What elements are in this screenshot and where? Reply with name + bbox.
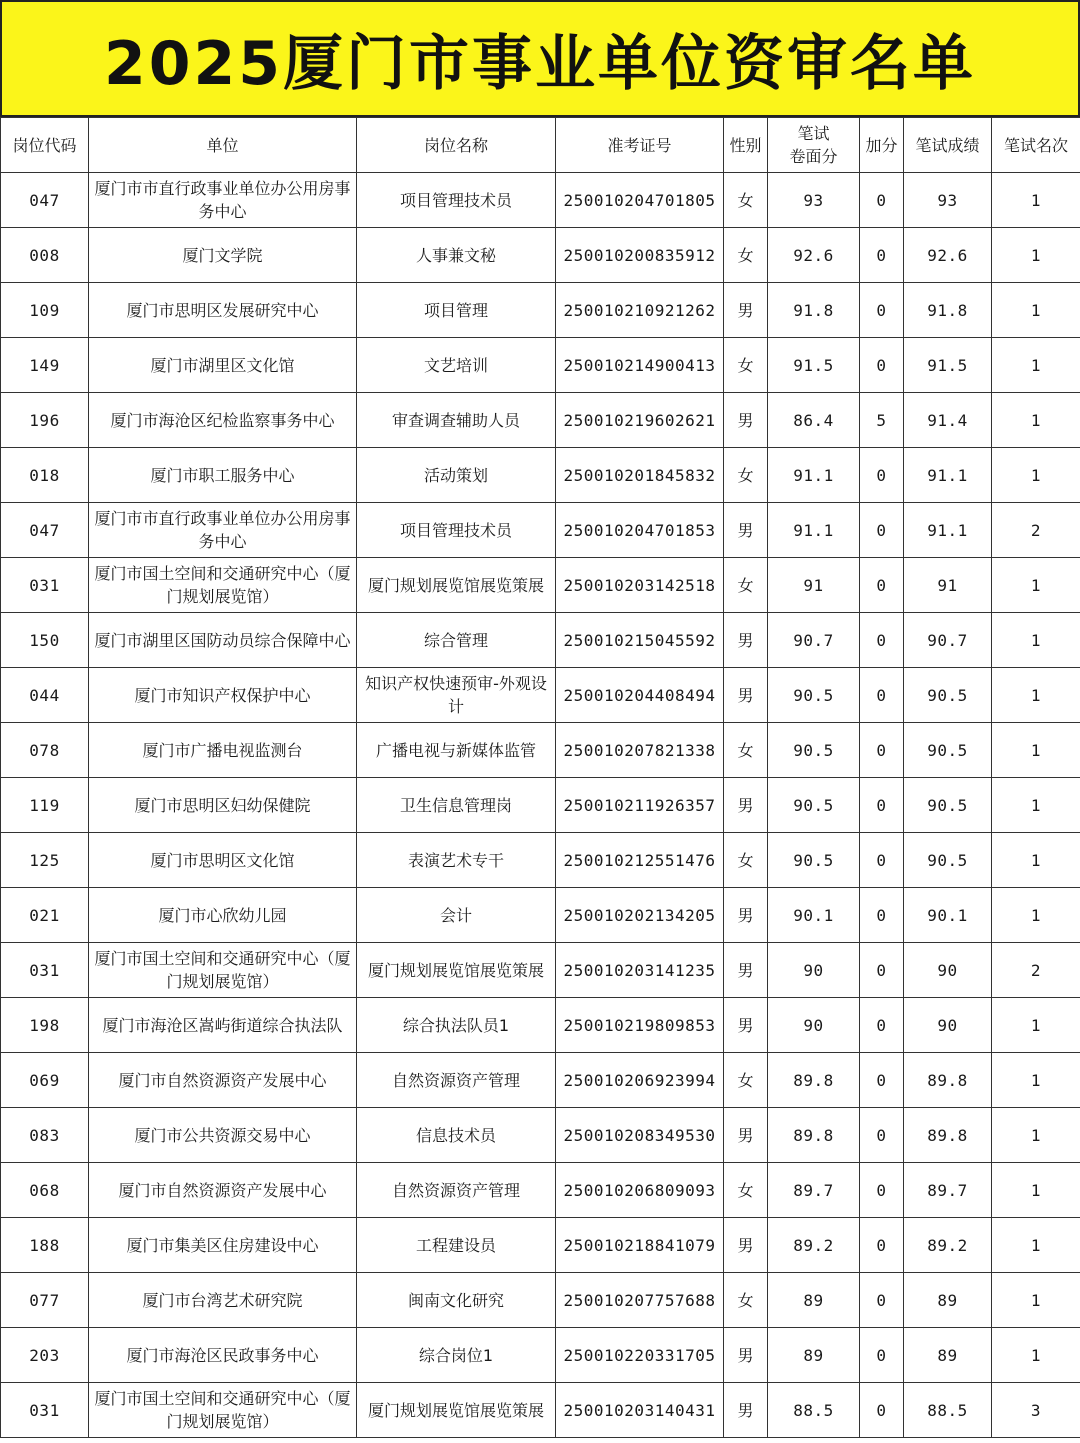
- post-name-cell: 活动策划: [357, 448, 556, 503]
- gender-cell: 女: [724, 448, 768, 503]
- ticket-number-cell: 250010204408494: [556, 668, 724, 723]
- paper-score-cell: 92.6: [768, 228, 860, 283]
- bonus-cell: 0: [860, 1163, 904, 1218]
- paper-score-cell: 90.5: [768, 778, 860, 833]
- unit-cell: 厦门市心欣幼儿园: [89, 888, 357, 943]
- gender-cell: 男: [724, 613, 768, 668]
- written-rank-cell: 1: [992, 1273, 1080, 1328]
- ticket-number-cell: 250010204701853: [556, 503, 724, 558]
- paper-score-cell: 91: [768, 558, 860, 613]
- written-rank-cell: 1: [992, 723, 1080, 778]
- paper-score-cell: 89.8: [768, 1053, 860, 1108]
- paper-score-cell: 91.1: [768, 503, 860, 558]
- table-row: [1, 448, 1080, 503]
- post-code-cell: 077: [1, 1273, 89, 1328]
- table-row: [1, 393, 1080, 448]
- written-score-cell: 90.5: [904, 723, 992, 778]
- header-gender: 性别: [724, 118, 768, 173]
- unit-cell: 厦门市自然资源资产发展中心: [89, 1053, 357, 1108]
- paper-score-cell: 93: [768, 173, 860, 228]
- bonus-cell: 0: [860, 338, 904, 393]
- post-name-cell: 信息技术员: [357, 1108, 556, 1163]
- table-row: [1, 668, 1080, 723]
- unit-cell: 厦门市湖里区国防动员综合保障中心: [89, 613, 357, 668]
- bonus-cell: 0: [860, 228, 904, 283]
- written-score-cell: 91: [904, 558, 992, 613]
- ticket-number-cell: 250010203142518: [556, 558, 724, 613]
- bonus-cell: 0: [860, 1218, 904, 1273]
- gender-cell: 女: [724, 173, 768, 228]
- unit-cell: 厦门市海沧区民政事务中心: [89, 1328, 357, 1383]
- unit-cell: 厦门市思明区文化馆: [89, 833, 357, 888]
- table-row: [1, 778, 1080, 833]
- table-row: [1, 228, 1080, 283]
- table-row: [1, 833, 1080, 888]
- paper-score-cell: 89: [768, 1328, 860, 1383]
- post-name-cell: 会计: [357, 888, 556, 943]
- ticket-number-cell: 250010201845832: [556, 448, 724, 503]
- post-code-cell: 188: [1, 1218, 89, 1273]
- post-name-cell: 人事兼文秘: [357, 228, 556, 283]
- unit-cell: 厦门市广播电视监测台: [89, 723, 357, 778]
- written-rank-cell: 1: [992, 1218, 1080, 1273]
- written-rank-cell: 1: [992, 888, 1080, 943]
- paper-score-cell: 90.5: [768, 723, 860, 778]
- written-score-cell: 89.8: [904, 1053, 992, 1108]
- unit-cell: 厦门市思明区发展研究中心: [89, 283, 357, 338]
- table-row: [1, 888, 1080, 943]
- unit-cell: 厦门市国土空间和交通研究中心（厦门规划展览馆）: [89, 558, 357, 613]
- written-score-cell: 90.7: [904, 613, 992, 668]
- ticket-number-cell: 250010212551476: [556, 833, 724, 888]
- unit-cell: 厦门市湖里区文化馆: [89, 338, 357, 393]
- post-code-cell: 149: [1, 338, 89, 393]
- unit-cell: 厦门市市直行政事业单位办公用房事务中心: [89, 173, 357, 228]
- post-code-cell: 119: [1, 778, 89, 833]
- post-code-cell: 021: [1, 888, 89, 943]
- header-unit: 单位: [89, 118, 357, 173]
- written-score-cell: 90: [904, 943, 992, 998]
- post-name-cell: 项目管理技术员: [357, 173, 556, 228]
- written-score-cell: 91.5: [904, 338, 992, 393]
- post-code-cell: 008: [1, 228, 89, 283]
- written-rank-cell: 1: [992, 558, 1080, 613]
- header-post-code: 岗位代码: [1, 118, 89, 173]
- unit-cell: 厦门文学院: [89, 228, 357, 283]
- bonus-cell: 0: [860, 943, 904, 998]
- unit-cell: 厦门市集美区住房建设中心: [89, 1218, 357, 1273]
- bonus-cell: 0: [860, 1383, 904, 1438]
- ticket-number-cell: 250010211926357: [556, 778, 724, 833]
- post-code-cell: 125: [1, 833, 89, 888]
- post-name-cell: 综合执法队员1: [357, 998, 556, 1053]
- written-rank-cell: 1: [992, 448, 1080, 503]
- ticket-number-cell: 250010206809093: [556, 1163, 724, 1218]
- results-table: [0, 117, 1080, 1438]
- ticket-number-cell: 250010207821338: [556, 723, 724, 778]
- written-rank-cell: 1: [992, 778, 1080, 833]
- ticket-number-cell: 250010206923994: [556, 1053, 724, 1108]
- post-name-cell: 文艺培训: [357, 338, 556, 393]
- written-rank-cell: 1: [992, 1163, 1080, 1218]
- written-score-cell: 90: [904, 998, 992, 1053]
- written-score-cell: 89: [904, 1328, 992, 1383]
- table-row: [1, 1273, 1080, 1328]
- gender-cell: 女: [724, 723, 768, 778]
- gender-cell: 男: [724, 1383, 768, 1438]
- written-score-cell: 92.6: [904, 228, 992, 283]
- paper-score-cell: 89: [768, 1273, 860, 1328]
- post-name-cell: 知识产权快速预审-外观设计: [357, 668, 556, 723]
- unit-cell: 厦门市台湾艺术研究院: [89, 1273, 357, 1328]
- gender-cell: 男: [724, 778, 768, 833]
- table-row: [1, 338, 1080, 393]
- bonus-cell: 0: [860, 1273, 904, 1328]
- written-rank-cell: 1: [992, 613, 1080, 668]
- bonus-cell: 0: [860, 668, 904, 723]
- written-rank-cell: 1: [992, 173, 1080, 228]
- written-score-cell: 91.4: [904, 393, 992, 448]
- header-paper-score: 笔试 卷面分: [768, 118, 860, 173]
- gender-cell: 男: [724, 393, 768, 448]
- paper-score-cell: 90: [768, 943, 860, 998]
- post-code-cell: 031: [1, 1383, 89, 1438]
- ticket-number-cell: 250010204701805: [556, 173, 724, 228]
- post-code-cell: 198: [1, 998, 89, 1053]
- unit-cell: 厦门市市直行政事业单位办公用房事务中心: [89, 503, 357, 558]
- paper-score-cell: 88.5: [768, 1383, 860, 1438]
- written-rank-cell: 1: [992, 668, 1080, 723]
- bonus-cell: 0: [860, 503, 904, 558]
- post-name-cell: 项目管理技术员: [357, 503, 556, 558]
- post-name-cell: 工程建设员: [357, 1218, 556, 1273]
- header-bonus: 加分: [860, 118, 904, 173]
- gender-cell: 男: [724, 503, 768, 558]
- ticket-number-cell: 250010210921262: [556, 283, 724, 338]
- bonus-cell: 0: [860, 613, 904, 668]
- paper-score-cell: 90.7: [768, 613, 860, 668]
- paper-score-cell: 90: [768, 998, 860, 1053]
- written-score-cell: 90.1: [904, 888, 992, 943]
- gender-cell: 女: [724, 228, 768, 283]
- paper-score-cell: 89.8: [768, 1108, 860, 1163]
- header-row: [1, 118, 1080, 173]
- gender-cell: 男: [724, 998, 768, 1053]
- written-rank-cell: 1: [992, 283, 1080, 338]
- post-code-cell: 203: [1, 1328, 89, 1383]
- written-score-cell: 91.1: [904, 448, 992, 503]
- written-score-cell: 93: [904, 173, 992, 228]
- gender-cell: 男: [724, 1108, 768, 1163]
- written-rank-cell: 1: [992, 1053, 1080, 1108]
- bonus-cell: 0: [860, 1108, 904, 1163]
- post-name-cell: 项目管理: [357, 283, 556, 338]
- bonus-cell: 0: [860, 283, 904, 338]
- ticket-number-cell: 250010207757688: [556, 1273, 724, 1328]
- bonus-cell: 0: [860, 173, 904, 228]
- paper-score-cell: 90.1: [768, 888, 860, 943]
- written-rank-cell: 1: [992, 1328, 1080, 1383]
- unit-cell: 厦门市海沧区嵩屿街道综合执法队: [89, 998, 357, 1053]
- written-rank-cell: 1: [992, 228, 1080, 283]
- written-rank-cell: 1: [992, 393, 1080, 448]
- paper-score-cell: 91.5: [768, 338, 860, 393]
- table-row: [1, 1383, 1080, 1438]
- written-rank-cell: 1: [992, 338, 1080, 393]
- written-rank-cell: 1: [992, 833, 1080, 888]
- table-row: [1, 558, 1080, 613]
- paper-score-cell: 86.4: [768, 393, 860, 448]
- post-name-cell: 综合岗位1: [357, 1328, 556, 1383]
- ticket-number-cell: 250010215045592: [556, 613, 724, 668]
- written-rank-cell: 1: [992, 1108, 1080, 1163]
- post-code-cell: 018: [1, 448, 89, 503]
- ticket-number-cell: 250010219602621: [556, 393, 724, 448]
- bonus-cell: 0: [860, 778, 904, 833]
- paper-score-cell: 90.5: [768, 668, 860, 723]
- unit-cell: 厦门市国土空间和交通研究中心（厦门规划展览馆）: [89, 943, 357, 998]
- post-code-cell: 068: [1, 1163, 89, 1218]
- table-row: [1, 1108, 1080, 1163]
- bonus-cell: 0: [860, 1053, 904, 1108]
- gender-cell: 男: [724, 668, 768, 723]
- title-banner: [0, 0, 1080, 117]
- gender-cell: 女: [724, 558, 768, 613]
- post-name-cell: 自然资源资产管理: [357, 1053, 556, 1108]
- written-score-cell: 90.5: [904, 833, 992, 888]
- bonus-cell: 0: [860, 1328, 904, 1383]
- post-code-cell: 109: [1, 283, 89, 338]
- unit-cell: 厦门市职工服务中心: [89, 448, 357, 503]
- table-row: [1, 1053, 1080, 1108]
- post-code-cell: 196: [1, 393, 89, 448]
- table-row: [1, 1218, 1080, 1273]
- table-row: [1, 283, 1080, 338]
- post-code-cell: 047: [1, 173, 89, 228]
- ticket-number-cell: 250010203141235: [556, 943, 724, 998]
- header-written-score: 笔试成绩: [904, 118, 992, 173]
- written-rank-cell: 2: [992, 943, 1080, 998]
- table-row: [1, 173, 1080, 228]
- bonus-cell: 5: [860, 393, 904, 448]
- gender-cell: 男: [724, 1328, 768, 1383]
- ticket-number-cell: 250010218841079: [556, 1218, 724, 1273]
- ticket-number-cell: 250010214900413: [556, 338, 724, 393]
- post-code-cell: 069: [1, 1053, 89, 1108]
- post-code-cell: 150: [1, 613, 89, 668]
- bonus-cell: 0: [860, 888, 904, 943]
- table-row: [1, 1163, 1080, 1218]
- paper-score-cell: 89.7: [768, 1163, 860, 1218]
- gender-cell: 女: [724, 1053, 768, 1108]
- post-code-cell: 031: [1, 943, 89, 998]
- paper-score-cell: 91.8: [768, 283, 860, 338]
- written-score-cell: 90.5: [904, 668, 992, 723]
- unit-cell: 厦门市公共资源交易中心: [89, 1108, 357, 1163]
- post-name-cell: 自然资源资产管理: [357, 1163, 556, 1218]
- written-score-cell: 91.8: [904, 283, 992, 338]
- table-row: [1, 943, 1080, 998]
- post-code-cell: 044: [1, 668, 89, 723]
- written-score-cell: 89.2: [904, 1218, 992, 1273]
- post-name-cell: 厦门规划展览馆展览策展: [357, 943, 556, 998]
- table-row: [1, 503, 1080, 558]
- post-code-cell: 047: [1, 503, 89, 558]
- post-code-cell: 031: [1, 558, 89, 613]
- paper-score-cell: 89.2: [768, 1218, 860, 1273]
- ticket-number-cell: 250010203140431: [556, 1383, 724, 1438]
- gender-cell: 女: [724, 338, 768, 393]
- written-score-cell: 91.1: [904, 503, 992, 558]
- post-name-cell: 厦门规划展览馆展览策展: [357, 1383, 556, 1438]
- header-written-rank: 笔试名次: [992, 118, 1080, 173]
- post-name-cell: 审查调查辅助人员: [357, 393, 556, 448]
- post-name-cell: 综合管理: [357, 613, 556, 668]
- bonus-cell: 0: [860, 998, 904, 1053]
- written-score-cell: 89.7: [904, 1163, 992, 1218]
- written-rank-cell: 3: [992, 1383, 1080, 1438]
- table-row: [1, 998, 1080, 1053]
- paper-score-cell: 90.5: [768, 833, 860, 888]
- post-name-cell: 广播电视与新媒体监管: [357, 723, 556, 778]
- gender-cell: 男: [724, 1218, 768, 1273]
- written-score-cell: 88.5: [904, 1383, 992, 1438]
- gender-cell: 女: [724, 1163, 768, 1218]
- page-title: 2025厦门市事业单位资审名单: [104, 28, 976, 99]
- bonus-cell: 0: [860, 448, 904, 503]
- ticket-number-cell: 250010219809853: [556, 998, 724, 1053]
- unit-cell: 厦门市自然资源资产发展中心: [89, 1163, 357, 1218]
- table-row: [1, 1328, 1080, 1383]
- bonus-cell: 0: [860, 723, 904, 778]
- bonus-cell: 0: [860, 558, 904, 613]
- ticket-number-cell: 250010200835912: [556, 228, 724, 283]
- table-row: [1, 613, 1080, 668]
- header-ticket-number: 准考证号: [556, 118, 724, 173]
- unit-cell: 厦门市知识产权保护中心: [89, 668, 357, 723]
- gender-cell: 女: [724, 833, 768, 888]
- written-score-cell: 90.5: [904, 778, 992, 833]
- ticket-number-cell: 250010202134205: [556, 888, 724, 943]
- gender-cell: 女: [724, 1273, 768, 1328]
- written-score-cell: 89.8: [904, 1108, 992, 1163]
- written-rank-cell: 1: [992, 998, 1080, 1053]
- gender-cell: 男: [724, 888, 768, 943]
- ticket-number-cell: 250010220331705: [556, 1328, 724, 1383]
- post-name-cell: 厦门规划展览馆展览策展: [357, 558, 556, 613]
- gender-cell: 男: [724, 283, 768, 338]
- post-name-cell: 卫生信息管理岗: [357, 778, 556, 833]
- written-score-cell: 89: [904, 1273, 992, 1328]
- bonus-cell: 0: [860, 833, 904, 888]
- ticket-number-cell: 250010208349530: [556, 1108, 724, 1163]
- post-name-cell: 表演艺术专干: [357, 833, 556, 888]
- unit-cell: 厦门市思明区妇幼保健院: [89, 778, 357, 833]
- post-name-cell: 闽南文化研究: [357, 1273, 556, 1328]
- unit-cell: 厦门市国土空间和交通研究中心（厦门规划展览馆）: [89, 1383, 357, 1438]
- paper-score-cell: 91.1: [768, 448, 860, 503]
- post-code-cell: 078: [1, 723, 89, 778]
- post-code-cell: 083: [1, 1108, 89, 1163]
- header-post-name: 岗位名称: [357, 118, 556, 173]
- table-row: [1, 723, 1080, 778]
- written-rank-cell: 2: [992, 503, 1080, 558]
- unit-cell: 厦门市海沧区纪检监察事务中心: [89, 393, 357, 448]
- gender-cell: 男: [724, 943, 768, 998]
